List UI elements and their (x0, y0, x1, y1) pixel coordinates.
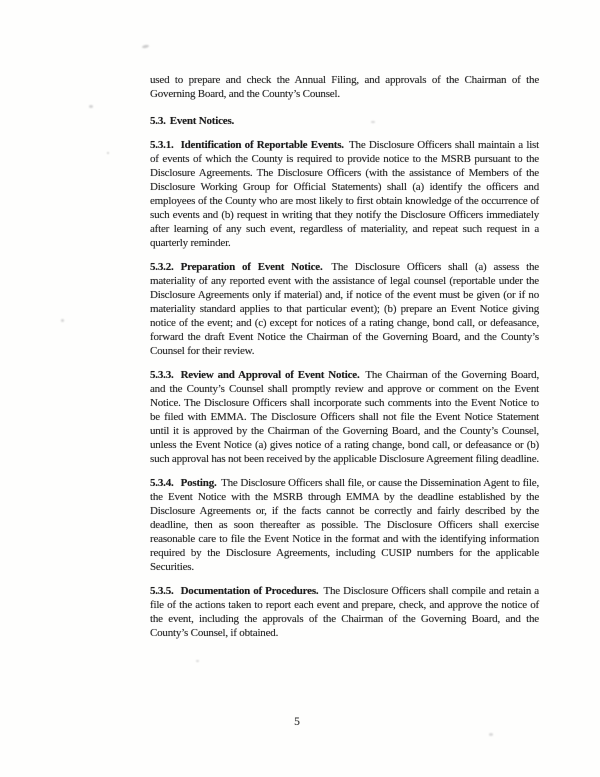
subsection-5-3-3-paragraph (150, 368, 539, 466)
subsection-number: 5.3.1. (150, 139, 174, 151)
scan-speck (142, 44, 149, 48)
scan-speck (89, 105, 93, 108)
subsection-number: 5.3.5. (150, 585, 174, 597)
scan-speck (489, 733, 493, 736)
subsection-number: 5.3.2. (150, 261, 174, 273)
page-number: 5 (294, 716, 300, 728)
section-title: Event Notices. (169, 115, 235, 127)
scan-speck (61, 319, 64, 322)
subsection-title: Posting. (180, 477, 217, 489)
document-body (150, 73, 539, 650)
subsection-title: Review and Approval of Event Notice. (180, 369, 360, 381)
subsection-5-3-2-paragraph (150, 260, 539, 358)
section-heading-5-3 (150, 114, 539, 128)
subsection-5-3-4-paragraph (150, 476, 539, 574)
subsection-title: Preparation of Event Notice. (180, 261, 323, 273)
scan-speck (196, 660, 199, 662)
subsection-body: The Disclosure Officers shall maintain a list of events of which the County is required to provide notice to the MSRB pursuant to the Disclosure Agreements. The Disclosure Officers (with the assistance of Members of the Disclosure Working Group for Official Statements) shall (a) identify the officers and employees of the County who are most likely to first obtain knowledge of the occurrence of such events and (b) request in writing that they notify the Disclosure Officers immediately after learning of any such event, regardless of materiality, and repeat such request in a quarterly reminder. (150, 139, 539, 249)
subsection-body: The Disclosure Officers shall file, or cause the Dissemination Agent to file, the Event Notice with the MSRB through EMMA by the deadline established by the Disclosure Agreements or, if the facts cannot be correctly and fairly described by the deadline, then as soon thereafter as possible. The Disclosure Officers shall exercise reasonable care to file the Event Notice in the format and with the identifying information required by the Disclosure Agreements, including CUSIP numbers for the applicable Securities. (150, 477, 539, 573)
continuation-paragraph: used to prepare and check the Annual Filing, and approvals of the Chairman of the Governing Board, and the County’s Counsel. (150, 74, 539, 100)
subsection-number: 5.3.3. (150, 369, 174, 381)
subsection-5-3-1-paragraph (150, 138, 539, 250)
scan-speck (107, 152, 109, 154)
subsection-body: The Disclosure Officers shall compile and retain a file of the actions taken to report each event and prepare, check, and approve the notice of the event, including the approvals of the Chairman of the Governing Board, and the County’s Counsel, if obtained. (150, 585, 539, 639)
subsection-title: Documentation of Procedures. (180, 585, 319, 597)
subsection-title: Identification of Reportable Events. (180, 139, 344, 151)
section-number: 5.3. (150, 115, 166, 127)
subsection-body: The Disclosure Officers shall (a) assess the materiality of any reported event with the assistance of legal counsel (reportable under the Disclosure Agreements only if material) and, if notice of the event must be given (or if no materiality standard applies to that particular event); (b) prepare an Event Notice giving notice of the event; and (c) except for notices of a rating change, bond call, or defeasance, forward the draft Event Notice the Chairman of the Governing Board, and the County’s Counsel for their review. (150, 261, 539, 357)
subsection-body: The Chairman of the Governing Board, and the County’s Counsel shall promptly review and approve or comment on the Event Notice. The Disclosure Officers shall incorporate such comments into the Event Notice to be filed with EMMA. The Disclosure Officers shall not file the Event Notice Statement until it is approved by the Chairman of the Governing Board, and the County’s Counsel, unless the Event Notice (a) gives notice of a rating change, bond call, or defeasance or (b) such approval has not been received by the applicable Disclosure Agreement filing deadline. (150, 369, 540, 465)
subsection-number: 5.3.4. (150, 477, 174, 489)
subsection-5-3-5-paragraph (150, 584, 539, 640)
